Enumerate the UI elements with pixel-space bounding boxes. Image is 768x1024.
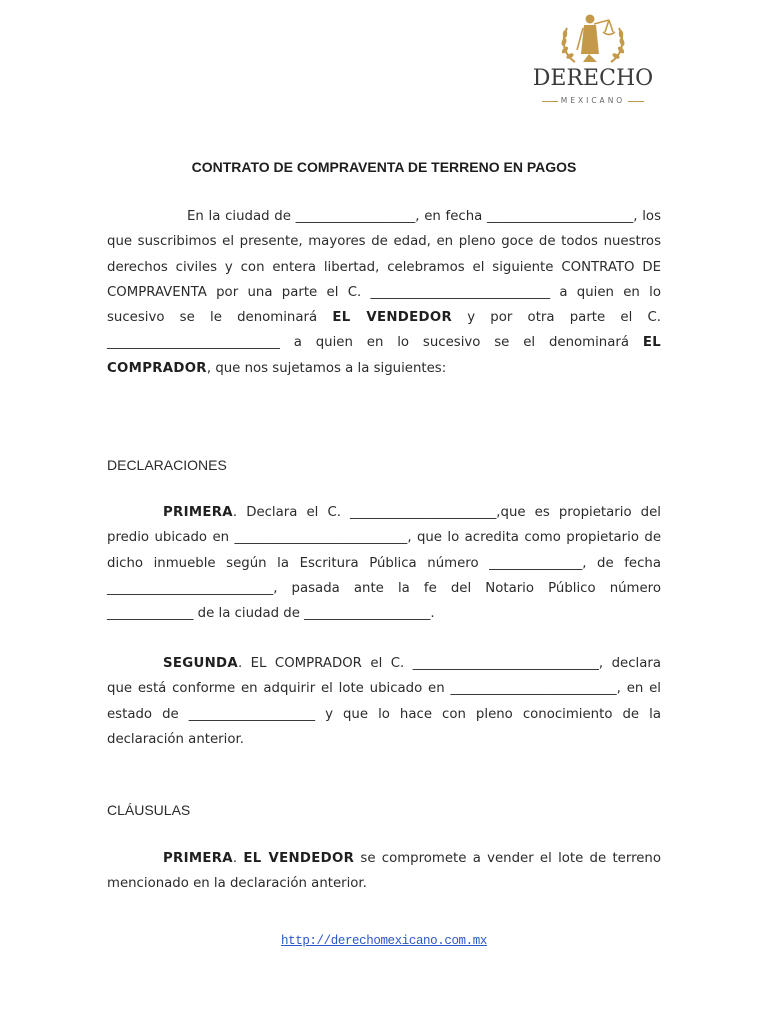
el-comprador-label: EL COMPRADOR <box>107 335 661 376</box>
document-title: CONTRATO DE COMPRAVENTA DE TERRENO EN PAGOS <box>191 159 577 175</box>
derecho-mexicano-logo <box>528 10 658 105</box>
el-vendedor-label: EL VENDEDOR <box>332 310 453 326</box>
clausula-primera-text: se compromete a vender el lote de terreno mencionado en la declaración anterior. <box>107 851 661 892</box>
logo-wordmark: DERECHO <box>532 66 654 91</box>
declaraciones-heading: DECLARACIONES <box>107 457 227 473</box>
declaracion-segunda-label: SEGUNDA <box>163 656 238 671</box>
intro-text-1: En la ciudad de __________________, en fecha ______________________, los que suscribimos el presente, mayores de edad, en pleno goce de todos nuestros derechos civiles y con entera libertad, celebramos el siguiente CONTRATO DE COMPRAVENTA por una parte el C. ___________________________ a quien en lo sucesivo se le denominará <box>107 209 661 326</box>
declaracion-segunda <box>107 651 661 752</box>
intro-text-3: , que nos sujetamos a la siguientes: <box>206 360 447 376</box>
clausula-primera-label: PRIMERA <box>163 851 233 866</box>
clausula-el-vendedor: EL VENDEDOR <box>243 851 355 866</box>
declaracion-primera-text: . Declara el C. ______________________,que es propietario del predio ubicado en __________________________, que lo acredita como propietario de dicho inmueble según la Escritura Pública número ______________, de fecha _________________________, pasada ante la fe del Notario Público número _____________ de la ciudad de ___________________. <box>107 505 661 622</box>
declaracion-segunda-text: . EL COMPRADOR el C. ____________________________, declara que está conforme en adquirir el lote ubicado en _________________________, en el estado de ___________________ y que lo hace con pleno conocimiento de la declaración anterior. <box>107 656 661 747</box>
website-link[interactable]: http://derechomexicano.com.mx <box>281 934 487 948</box>
declaracion-primera <box>107 500 661 626</box>
footer <box>0 934 768 948</box>
declaracion-primera-label: PRIMERA <box>163 505 233 520</box>
clausula-primera <box>107 846 661 897</box>
clausula-primera-sep: . <box>232 851 244 866</box>
clausulas-heading: CLÁUSULAS <box>107 802 191 818</box>
intro-paragraph <box>107 204 661 381</box>
justice-scales-icon <box>553 10 633 66</box>
intro-text-2: y por otra parte el C. __________________________ a quien en lo sucesivo se el denominará <box>107 310 661 351</box>
logo-subtitle: MEXICANO <box>528 96 658 105</box>
